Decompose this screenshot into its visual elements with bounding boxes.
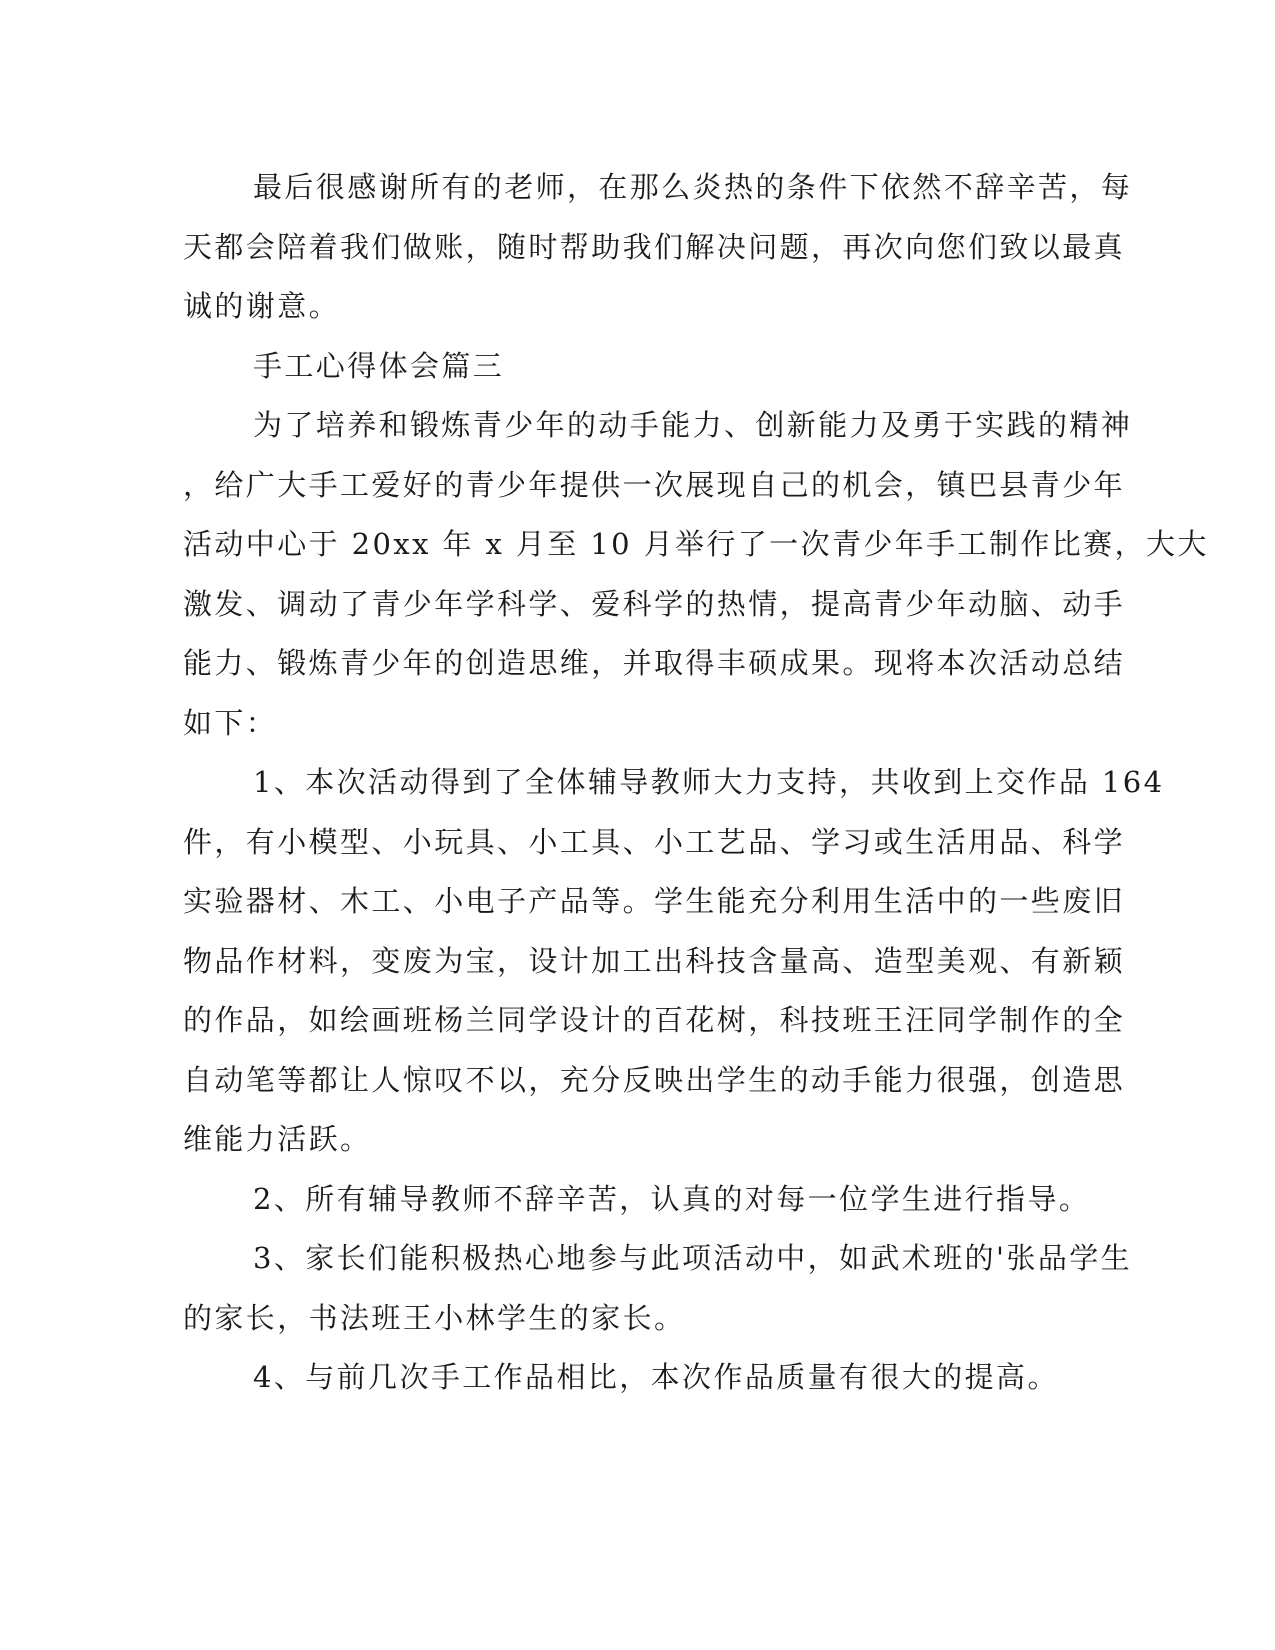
- text-line: 3、家长们能积极热心地参与此项活动中，如武术班的'张品学生: [253, 1241, 1133, 1275]
- text-line: 的作品，如绘画班杨兰同学设计的百花树，科技班王汪同学制作的全: [183, 1003, 1126, 1037]
- text-line: 维能力活跃。: [183, 1122, 372, 1156]
- text-line: 的家长，书法班王小林学生的家长。: [183, 1300, 686, 1335]
- text-line: 物品作材料，变废为宝，设计加工出科技含量高、造型美观、有新颖: [183, 943, 1126, 978]
- document-body: [183, 158, 1209, 1408]
- text-line: 1、本次活动得到了全体辅导教师大力支持，共收到上交作品 164: [253, 765, 1165, 799]
- text-line: 如下：: [183, 705, 278, 740]
- text-line: 件，有小模型、小玩具、小工具、小工艺品、学习或生活用品、科学: [183, 824, 1126, 859]
- text-line: 活动中心于 20xx 年 x 月至 10 月举行了一次青少年手工制作比赛，大大: [183, 527, 1209, 561]
- text-line: 2、所有辅导教师不辞辛苦，认真的对每一位学生进行指导。: [253, 1181, 1091, 1216]
- text-line: 天都会陪着我们做账，随时帮助我们解决问题，再次向您们致以最真: [183, 229, 1126, 264]
- text-line: 手工心得体会篇三: [253, 348, 505, 383]
- text-line: 自动笔等都让人惊叹不以，充分反映出学生的动手能力很强，创造思: [183, 1062, 1126, 1097]
- text-line: 激发、调动了青少年学科学、爱科学的热情，提高青少年动脑、动手: [183, 586, 1126, 621]
- text-line: 能力、锻炼青少年的创造思维，并取得丰硕成果。现将本次活动总结: [183, 646, 1126, 680]
- text-line: 实验器材、木工、小电子产品等。学生能充分利用生活中的一些废旧: [183, 884, 1126, 918]
- text-line: 4、与前几次手工作品相比，本次作品质量有很大的提高。: [253, 1360, 1059, 1394]
- text-line: 为了培养和锻炼青少年的动手能力、创新能力及勇于实践的精神: [253, 408, 1133, 442]
- text-line: ，给广大手工爱好的青少年提供一次展现自己的机会，镇巴县青少年: [183, 467, 1126, 502]
- text-line: 最后很感谢所有的老师，在那么炎热的条件下依然不辞辛苦，每: [253, 170, 1133, 204]
- text-line: 诚的谢意。: [183, 289, 341, 323]
